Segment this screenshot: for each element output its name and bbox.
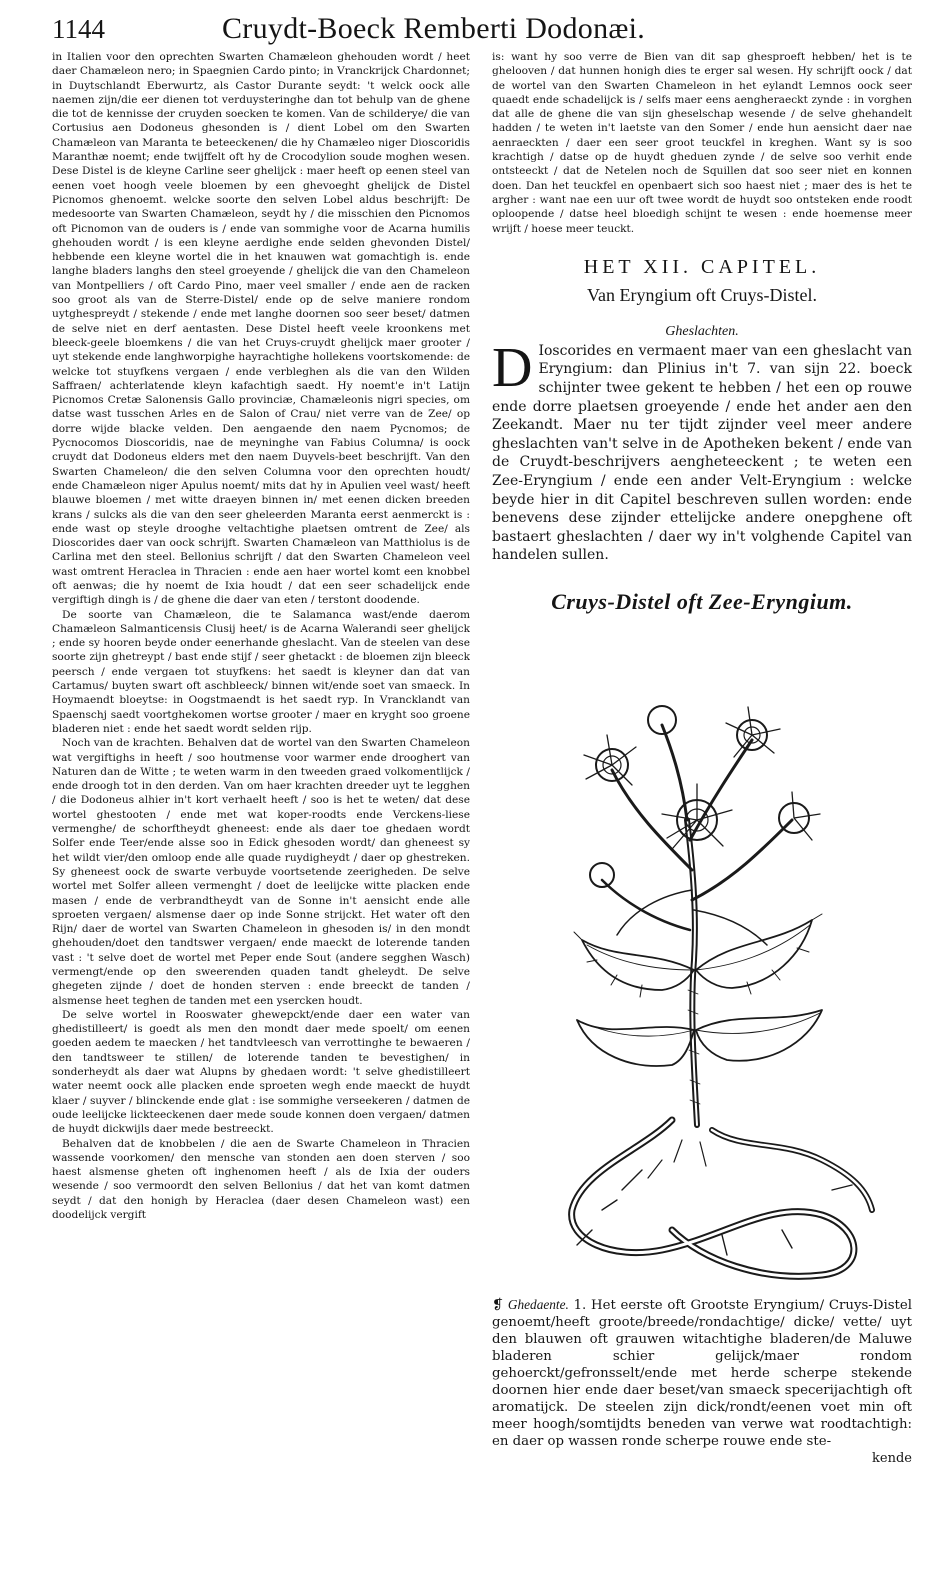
chapter-intro [492,336,912,565]
section-heading: Gheslachten. [665,323,739,339]
catchword: kende [872,1451,912,1466]
left-paragraph-1: in Italien voor den oprechten Swarten Chamæleon ghehouden wordt / heet daer Chamæleon nero; in Spaegnien Cardo pinto; in Vranckrijck Chardonnet; in Duytschlandt Eberwurtz, als Castor Durante seydt: 't welck oock alle naemen zijn/die eer dienen tot verduysteringhe dan tot behulp van de ghene die tot de kennisse der cruyden soecken te komen. Van de schilderye/ die van Cortusius aen Dodoneus ghesonden is / dient Lobel om den Swarten Chamæleon van Maranta te beteeckenen/ die hy Chamæleo niger Dioscoridis Maranthæ noemt; ende twijffelt oft hy de Crocodylion soude moghen wesen. Dese Distel is de kleyne Carline seer ghelijck : maer heeft op eenen steel van eenen voet hoogh veele bloemen by een ghevoeght ghelijck de Distel Picnomos ghenoemt. welcke soorte den selven Lobel aldus beschrijft: De medesoorte van Swarten Chamæleon, seydt hy / die misschien den Picnomos oft Picnomon van de ouders is / ende van sommighe voor de Acarna humilis ghehouden wordt / is een kleyne aerdighe ende selden ghevonden Distel/ hebbende een kleyne wortel die in het knauwen wat gomachtigh is. ende langhe bladers langhs den steel groeyende / ghelijck die van den Chameleon van Montpelliers / oft Cardo Pino, maer veel smaller / ende aen de racken soo groot als van de Sterre-Distel/ ende op de selve maniere rondom uytghespreydt / stekende / ende met langhe doornen soo seer beset/ datmen de selve niet en derf aentasten. Dese Distel heeft veele kroonkens met bleeck-geele bloemkens / die van het Cruys-cruydt ghelijck maer grooter / uyt stekende ende langhworpighe hayrachtighe hollekens voortskomende: de welcke tot stuyfkens vergaen / ende verbleghen als die van den Wilden Saffraen/ achterlatende kleyn kafachtigh saedt. Hy noemt'e in't Latijn Picnomos Cretæ Salonensis Gallo provinciæ, Chamæleonis nigri species, om datse wast tusschen Arles en de Salon of Crau/ niet verre van de Zee/ op dorre wijde blacke velden. Den aengaende den naem Pycnomos; de Pycnocomos Dioscoridis, nae de meyninghe van Fabius Columna/ is oock cruydt dat Dodoneus elders met den naem Duyvels-beet beschrijft. Van den Swarten Chameleon/ die den selven Columna voor den oprechten houdt/ ende Chamæleon niger Apulus noemt/ mits dat hy in Apulien veel wast/ heeft blauwe bloemen / met witte draeyen binnen in/ met eenen dicken breeden krans / sulcks als die van den seer gheleerden Maranta eerst aenmerckt is : ende wast op steyle drooghe veltachtighe plaetsen omtrent de Zee/ als Dioscorides daer van oock schrijft. Swarten Chamæleon van Matthiolus is de Carlina met den steel. Bellonius schrijft / dat den Swarten Chameleon veel wast omtrent Heraclea in Thracien : ende aen haer wortel komt een knobbel oft aenwas; die hy noemt de Ixia houdt / dat een seer schadelijck ende vergiftigh dingh is / de ghene die daer van eten / terstont doodende. [52,51,470,607]
left-paragraph-2: De soorte van Chamæleon, die te Salamanca wast/ende daerom Chamæleon Salmanticensis Clusij heet/ is de Acarna Walerandi seer ghelijck ; ende sy hooren beyde onder eenerhande gheslacht. Van de steelen van dese soorte zijn ghetreypt / bast ende stijf / seer ghetackt : de bloemen zijn bleeck peersch / ende vergaen tot stuyfkens: het saedt is kleyner dan dat van Cartamus/ buyten swart oft aschbleeck/ binnen wit/ende soet van smaeck. In Hoymaendt bloeytse: in Oogstmaendt is het saedt ryp. In Vrancklandt van Spaenschj saedt voortghekomen wortse grooter / maer en kryght soo groene bladeren niet : ende het saedt wordt selden rijp. [52,608,470,735]
running-title: Cruydt-Boeck Remberti Dodonæi. [222,12,646,45]
page-number: 1144 [52,14,105,44]
left-paragraph-4: De selve wortel in Rooswater ghewepckt/ende daer een water van ghedistilleert/ is goedt als men den mondt daer mede spoelt/ om eenen goeden aedem te maecken / het tandtvleesch van verrottinghe te bewaeren / den tandtsweer te stillen/ de loterende tanden te bevestighen/ in sonderheydt als daer wat Alupns by ghedaen wordt: 't selve ghedistilleert water neemt oock alle placken ende sproeten wegh ende maeckt de huydt klaer / suyver / blinckende ende glat : ise sommighe verseekeren / datmen de oude leelijcke lickteeckenen daer mede soude konnen doen vergaen/ datmen de huydt dickwijls daer mede bestreeckt. [52,1008,470,1136]
left-paragraph-3: Noch van de krachten. Behalven dat de wortel van den Swarten Chameleon wat vergiftighs in heeft / soo houtmense voor warmer ende drooghert van Naturen dan de Witte ; te weten warm in den tweeden graed volkomentlijck / ende droogh tot in den derden. Van om haer krachten dreeder uyt te legghen / die Dodoneus alhier in't kort verhaelt heeft / soo is het te weten/ dat dese wortel ghestooten / ende met wat koper-roodts ende Verckens-liese vermenghe/ de schorftheydt gheneest: ende als daer toe ghedaen wordt Solfer ende Teer/ende alsse soo in Edick ghesoden wordt/ dan gheneest sy het wildt vier/den omloop ende alle quade ruydigheydt / daer op ghestreken. Sy gheneest oock de swarte verbuyde voortsetende zeerigheden. De selve wortel met Solfer alleen vermenght / doet de leelijcke witte placken ende masen / ende de verbrandtheydt van de Sonne in't aensicht ende alle sproeten vergaen/ alsmense daer op inde Sonne strijckt. Het water oft den Rijn/ daer de wortel van Swarten Chameleon in ghesoden is/ in den mondt ghehouden/doet den tandtswer vergaen/ ende maeckt de loterende tanden vast : 't selve doet de wortel met Peper ende Sout (andere segghen Wasch) vermengt/ende op den sweerenden quaden tandt gheleydt. De selve ghegeten zijnde / doet de honden sterven : ende breeckt de tanden / alsmense heet teghen de tanden met een ysercken houdt. [52,737,470,1007]
drop-capital: D [492,336,533,399]
description-text: 1. Het eerste oft Grootste Eryngium/ Cruys-Distel genoemt/heeft groote/breede/rondachtige/ dicke/ vette/ uyt den blauwen oft grauwen witachtighe bladeren/de Maluwe bladeren schier gelijck/maer rondom gehoerckt/gefronsselt/ende met herde scherpe stekende doornen hier ende daer beset/van smaeck specerijachtigh oft aromatijck. De steelen zijn dick/rondt/eenen voet min oft meer hoogh/somtijdts beneden van verwe wat roodtachtigh: en daer op wassen ronde scherpe rouwe ende ste- [492,1298,912,1449]
figure-caption: Cruys-Distel oft Zee-Eryngium. [551,588,853,614]
description-label: Ghedaente. [507,1297,569,1312]
plant-illustration-svg [522,670,882,1290]
right-top-paragraph: is: want hy soo verre de Bien van dit sap ghesproeft hebben/ het is te ghelooven / dat hunnen honigh dies te erger sal wesen. Hy schrijft oock / dat de wortel van den Swarten Chameleon in het eylandt Lemnos oock seer quaedt ende schadelijck is / selfs maer eens aengheraeckt zynde : in vorghen dat alle de ghene die van sijn gheselschap wesende / de selve ghehandelt hadden / te weten in't laetste van den Somer / ende hun aensicht daer nae aenraeckten / daer een seer groot teuckfel in kreghen. Want sy is soo krachtigh / datse op de huydt gheduen zynde / de selve soo verhit ende ontsteeckt / dat de Netelen noch de Squillen dat soo seer niet en konnen doen. Dan het teuckfel en openbaert sich soo haest niet ; maer des is het te argher : want nae een uur oft twee wordt de huydt soo ontsteken ende roodt oploopende / datse heel bloedigh schijnt te wesen : ende hoemense meer wrijft / hoese meer teuckt. [492,51,912,235]
chapter-subtitle: Van Eryngium oft Cruys-Distel. [587,284,817,305]
eryngium-woodcut-illustration [522,670,882,1290]
description-paragraph [492,1296,912,1466]
intro-text: Ioscorides en vermaent maer van een gheslacht van Eryngium: dan Plinius in't 7. van sijn 22. boeck schijnter twee gekent te hebben / het een op rouwe ende dorre plaetsen groeyende / ende het ander aen den Zeekandt. Maer nu ter tijdt zijnder veel meer andere gheslachten van't selve in de Apotheken bekent / ende van de Cruydt-beschrijvers aengheteeckent ; te weten een Zee-Eryngium / ende een ander Velt-Eryngium : welcke beyde hier in dit Capitel beschreven sullen worden: ende benevens dese zijnder ettelijcke andere onepghene oft bastaert gheslachten / daer wy in't volghende Capitel van handelen sullen. [492,342,912,564]
chapter-title: HET XII. CAPITEL. [583,255,821,278]
left-paragraph-5: Behalven dat de knobbelen / die aen de Swarte Chameleon in Thracien wassende voorkomen/ den mensche van stonden aen doen sterven / soo haest alsmense gheten oft inghenomen heeft / als de Ixia der ouders wesende / soo vermoordt den selven Bellonius / dat het van komt datmen seydt / dat den honigh by Heraclea (daer desen Chameleon wast) een doodelijck vergift [52,1137,470,1222]
pilcrow-icon: ❡ [492,1298,508,1313]
page-header [52,14,912,50]
left-text-column [52,50,470,1550]
right-text-column [492,50,912,1560]
